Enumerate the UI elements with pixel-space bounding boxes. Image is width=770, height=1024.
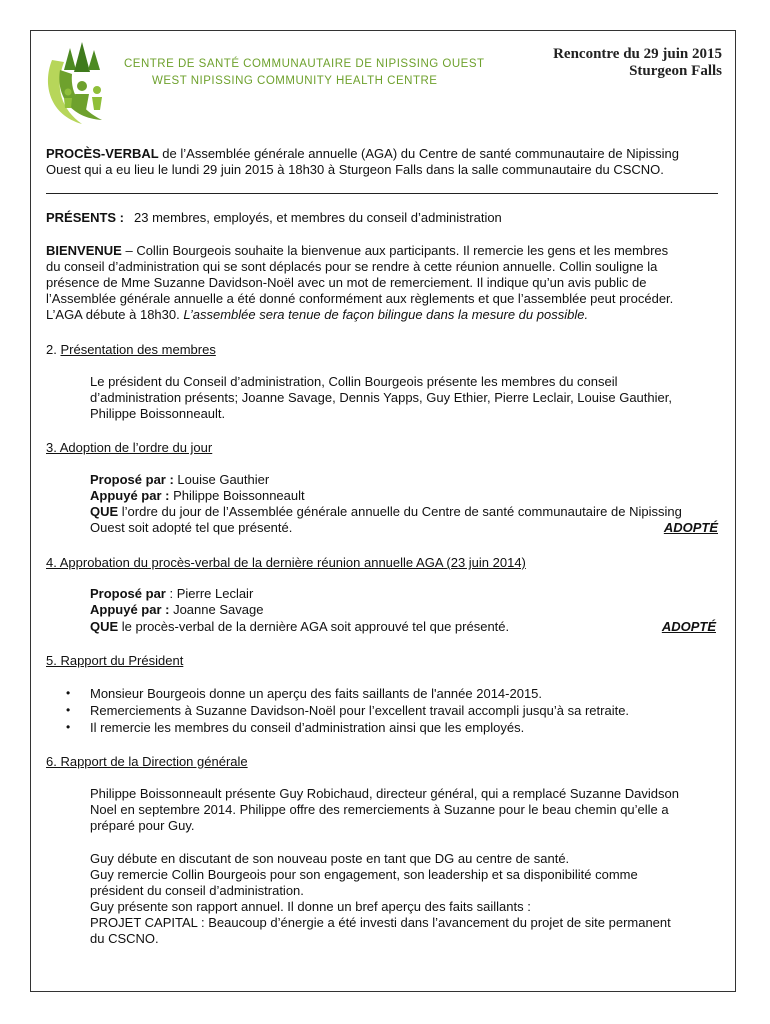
- proces-verbal-label: PROCÈS-VERBAL: [46, 146, 159, 161]
- section-4-propose: [90, 586, 253, 603]
- section-2-line-1: Le président du Conseil d’administration, Collin Bourgeois présente les membres du conseil: [90, 374, 618, 389]
- section-5-title: 5. Rapport du Président: [46, 653, 184, 668]
- bienvenue-text: – Collin Bourgeois souhaite la bienvenue aux participants. Il remercie les gens et les membres: [121, 243, 669, 258]
- bienvenue-line-2: du conseil d’administration qui se sont déplacés pour se rendre à cette réunion annuelle. Collin souligne la: [46, 259, 658, 274]
- section-6-p1-line-2: Noel en septembre 2014. Philippe offre des remerciements à Suzanne pour le beau chemin qu’elle a: [90, 802, 669, 817]
- logo-text-fr: CENTRE DE SANTÉ COMMUNAUTAIRE DE NIPISSING OUEST: [124, 58, 485, 70]
- que-text: le procès-verbal de la dernière AGA soit approuvé tel que présenté.: [118, 619, 510, 634]
- presents-label: PRÉSENTS :: [46, 210, 125, 225]
- que-text: l’ordre du jour de l’Assemblée générale annuelle du Centre de santé communautaire de Nipissing: [118, 504, 682, 519]
- bilingual-note: L’assemblée sera tenue de façon bilingue dans la mesure du possible.: [183, 307, 589, 322]
- intro-line-2: Ouest qui a eu lieu le lundi 29 juin 2015 à 18h30 à Sturgeon Falls dans la salle communautaire du CSCNO.: [46, 162, 664, 177]
- section-4-adopte: ADOPTÉ: [661, 619, 716, 634]
- section-3-title: 3. Adoption de l’ordre du jour: [46, 440, 213, 455]
- bullet-icon: •: [66, 720, 71, 734]
- section-6-p2-line-6: du CSCNO.: [90, 931, 159, 946]
- appuye-label: Appuyé par :: [90, 488, 170, 503]
- section-2-title: Présentation des membres: [60, 342, 216, 357]
- section-3-que-line-1: [90, 504, 682, 521]
- section-2-heading: [46, 342, 216, 359]
- presents-text: 23 membres, employés, et membres du conseil d’administration: [134, 210, 502, 225]
- section-6-title: 6. Rapport de la Direction générale: [46, 754, 248, 769]
- divider: [46, 193, 718, 194]
- que-label: QUE: [90, 504, 119, 519]
- list-item: Remerciements à Suzanne Davidson-Noël pour l’excellent travail accompli jusqu’à sa retraite.: [90, 703, 630, 718]
- propose-label: Proposé par: [90, 586, 166, 601]
- section-6-p2-line-4: Guy présente son rapport annuel. Il donne un bref aperçu des faits saillants :: [90, 899, 531, 914]
- appuye-value: Philippe Boissonneault: [169, 488, 305, 503]
- bienvenue-line-3: présence de Mme Suzanne Davidson-Noël avec un mot de remerciement. Il indique qu’un avis public de: [46, 275, 647, 290]
- section-6-p1-line-3: préparé pour Guy.: [90, 818, 195, 833]
- propose-label: Proposé par :: [90, 472, 174, 487]
- intro-line-1: [46, 146, 679, 163]
- meeting-place: Sturgeon Falls: [629, 63, 722, 79]
- section-6-p2-line-1: Guy débute en discutant de son nouveau poste en tant que DG au centre de santé.: [90, 851, 570, 866]
- intro-text: de l’Assemblée générale annuelle (AGA) du Centre de santé communautaire de Nipissing: [158, 146, 679, 161]
- section-4-appuye: [90, 602, 263, 619]
- appuye-label: Appuyé par :: [90, 602, 170, 617]
- bullet-icon: •: [66, 686, 71, 700]
- section-6-p2-line-5: PROJET CAPITAL : Beaucoup d’énergie a été investi dans l’avancement du projet de site permanent: [90, 915, 671, 930]
- bienvenue-start-time: L’AGA débute à 18h30.: [46, 307, 184, 322]
- section-6-p2-line-2: Guy remercie Collin Bourgeois pour son engagement, son leadership et sa disponibilité comme: [90, 867, 638, 882]
- presents-line: [46, 210, 502, 227]
- bienvenue-line-5: [46, 307, 588, 324]
- propose-value: : Pierre Leclair: [165, 586, 254, 601]
- list-item: Monsieur Bourgeois donne un aperçu des faits saillants de l'année 2014-2015.: [90, 686, 543, 701]
- section-4-que: [90, 619, 509, 636]
- section-2-line-2: d’administration présents; Joanne Savage, Dennis Yapps, Guy Ethier, Pierre Leclair, Louise Gauthier,: [90, 390, 672, 405]
- appuye-value: Joanne Savage: [169, 602, 264, 617]
- section-3-que-line-2: Ouest soit adopté tel que présenté.: [90, 520, 293, 535]
- section-4-title: 4. Approbation du procès-verbal de la dernière réunion annuelle AGA (23 juin 2014): [46, 555, 526, 570]
- que-label: QUE: [90, 619, 119, 634]
- section-6-p2-line-3: président du conseil d’administration.: [90, 883, 304, 898]
- logo-text-en: WEST NIPISSING COMMUNITY HEALTH CENTRE: [152, 75, 438, 87]
- bienvenue-line-4: l’Assemblée générale annuelle a été donné conformément aux règlements et que l’assemblée peut procéder.: [46, 291, 674, 306]
- health-centre-logo: [42, 40, 128, 128]
- section-2-number: 2.: [46, 342, 61, 357]
- section-3-appuye: [90, 488, 305, 505]
- section-3-propose: [90, 472, 269, 489]
- section-3-adopte: ADOPTÉ: [663, 520, 718, 535]
- section-6-p1-line-1: Philippe Boissonneault présente Guy Robichaud, directeur général, qui a remplacé Suzanne Davidson: [90, 786, 679, 801]
- section-2-line-3: Philippe Boissonneault.: [90, 406, 226, 421]
- meeting-date: Rencontre du 29 juin 2015: [553, 46, 722, 62]
- bienvenue-line-1: [46, 243, 668, 260]
- list-item: Il remercie les membres du conseil d’administration ainsi que les employés.: [90, 720, 525, 735]
- propose-value: Louise Gauthier: [173, 472, 270, 487]
- bienvenue-label: BIENVENUE: [46, 243, 122, 258]
- bullet-icon: •: [66, 703, 71, 717]
